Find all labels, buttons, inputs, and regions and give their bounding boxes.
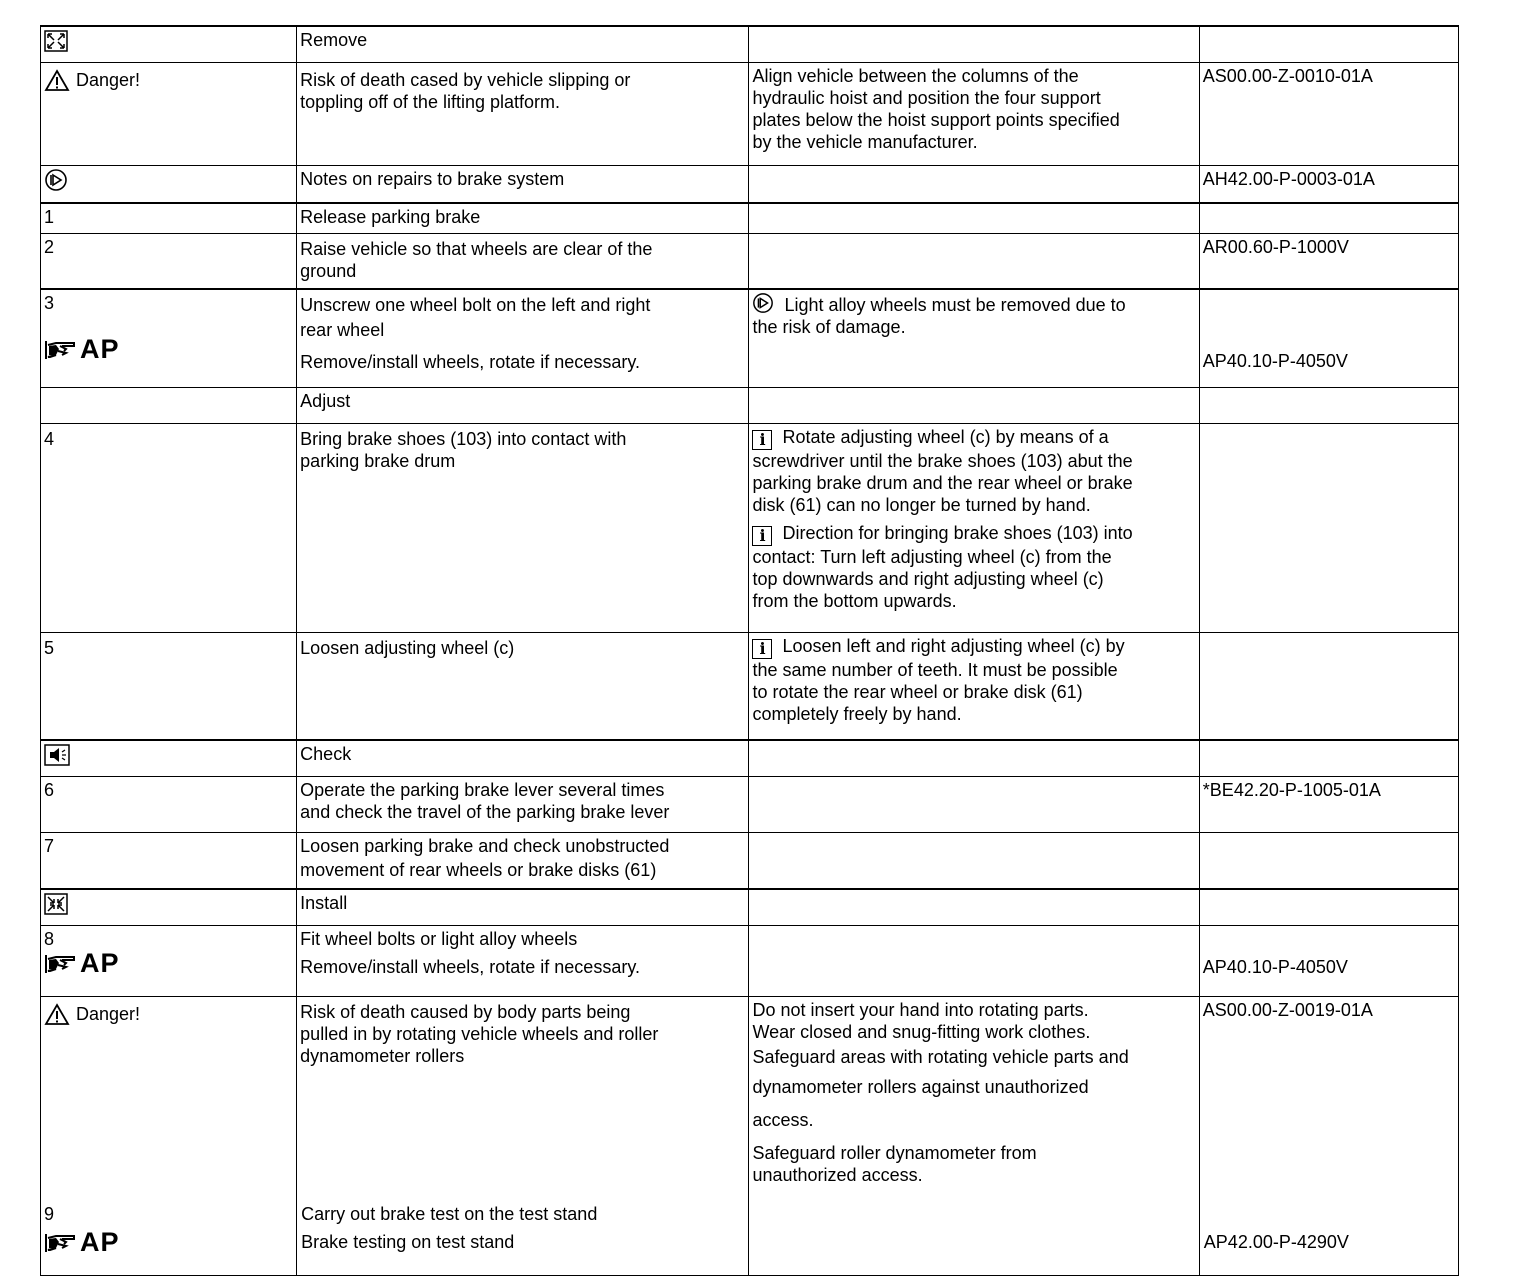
reference-cell [1199,889,1458,925]
table-row [41,203,1459,233]
reference-cell [1199,387,1458,423]
reference-cell [1199,289,1458,387]
reference-cell [1199,62,1458,165]
text-line: dynamometer rollers [300,1045,465,1066]
action-cell [297,233,749,289]
notes-cell [749,26,1199,62]
text-line: Brake testing on test stand [301,1231,515,1252]
reference-cell [1199,925,1458,996]
icon-cell [41,740,297,776]
step-cell [41,423,297,632]
step-cell [41,996,297,1275]
reference-cell [1199,832,1458,889]
reference-link[interactable]: *BE42.20-P-1005-01A [1202,779,1381,800]
action-cell [297,423,749,632]
text-line: Direction for bringing brake shoes (103) into [782,522,1133,543]
text-line: to rotate the rear wheel or brake disk (61) [752,681,1083,702]
step-cell [41,233,297,289]
reference-link[interactable]: AR00.60-P-1000V [1202,236,1349,257]
notes-cell [749,925,1199,996]
table-row [41,889,1459,925]
remove-arrows-icon [44,30,68,52]
text-line: Release parking brake [300,207,481,227]
action-cell [297,776,749,832]
reference-link[interactable]: AH42.00-P-0003-01A [1202,168,1375,189]
text-line: Remove/install wheels, rotate if necessary. [300,956,640,977]
text-line: movement of rear wheels or brake disks (61) [300,859,657,880]
notes-cell [749,387,1199,423]
warning-triangle-icon [44,1003,70,1026]
pointing-hand-icon [44,1230,78,1254]
info-icon: i [752,639,772,659]
action-cell [297,996,749,1275]
note-line [752,635,1195,659]
step-cell [41,925,297,996]
table-row [41,289,1459,387]
reference-cell [1199,740,1458,776]
step-number: 4 [44,428,55,449]
action-cell [297,62,749,165]
notes-cell [749,203,1199,233]
step-number: 8 [44,928,55,949]
install-arrows-icon [44,893,68,915]
action-cell [297,289,749,387]
text-line: by the vehicle manufacturer. [752,131,978,152]
text-line: hydraulic hoist and position the four support [752,87,1101,108]
section-heading: Adjust [300,390,351,411]
reference-cell [1199,26,1458,62]
text-line: access. [752,1109,814,1130]
notes-play-icon [44,168,68,192]
text-line: Light alloy wheels must be removed due to [784,295,1126,315]
text-line: Wear closed and snug-fitting work clothes. [752,1021,1091,1042]
table-row [41,423,1459,632]
text-line: disk (61) can no longer be turned by hand. [752,494,1091,515]
text-line: screwdriver until the brake shoes (103) abut the [752,450,1133,471]
text-line: Do not insert your hand into rotating parts. [752,999,1089,1020]
text-line: toppling off of the lifting platform. [300,91,560,112]
text-line: parking brake drum and the rear wheel or brake [752,472,1133,493]
text-line: Unscrew one wheel bolt on the left and right [300,295,651,315]
table-row [41,165,1459,203]
text-line: Loosen left and right adjusting wheel (c) by [782,635,1125,656]
ap-label: AP [80,1226,120,1257]
pointing-hand-icon [44,951,78,975]
icon-cell [41,889,297,925]
text-line: contact: Turn left adjusting wheel (c) from the [752,546,1112,567]
reference-cell [1199,203,1458,233]
note-line [752,292,1195,316]
section-heading: Check [300,744,352,764]
step-number: 9 [44,1203,55,1224]
text-line: Operate the parking brake lever several times [300,779,665,800]
step-cell [41,387,297,423]
text-line: Rotate adjusting wheel (c) by means of a [782,426,1109,447]
step-cell [41,832,297,889]
reference-cell [1199,233,1458,289]
reference-cell [1199,165,1458,203]
text-line: Risk of death caused by body parts being [300,1001,631,1022]
table-row [41,832,1459,889]
reference-link[interactable]: AP40.10-P-4050V [1202,351,1348,371]
step-cell [41,203,297,233]
text-line: Loosen adjusting wheel (c) [300,637,515,658]
text-line: completely freely by hand. [752,703,962,724]
step-number: 1 [44,207,55,227]
text-line: ground [300,260,357,281]
step-number: 2 [44,236,55,257]
notes-cell [749,889,1199,925]
notes-cell [749,165,1199,203]
step-number: 7 [44,835,55,856]
text-line: from the bottom upwards. [752,590,957,611]
text-line: and check the travel of the parking brake lever [300,801,670,822]
reference-cell [1199,423,1458,632]
step-cell [41,632,297,740]
reference-cell [1199,996,1458,1275]
reference-cell [1199,632,1458,740]
reference-link[interactable]: AS00.00-Z-0010-01A [1202,65,1373,86]
info-icon: i [752,430,772,450]
text-line: Notes on repairs to brake system [300,168,565,189]
notes-cell [749,233,1199,289]
notes-cell [749,423,1199,632]
procedure-table [40,25,1459,1276]
table-row [41,26,1459,62]
step-number: 5 [44,637,55,658]
table-row [41,233,1459,289]
table-row [41,996,1459,1275]
action-cell [297,387,749,423]
danger-label: Danger! [76,1003,141,1024]
action-cell [297,925,749,996]
ap-label: AP [80,334,120,364]
action-cell [297,740,749,776]
notes-cell [749,62,1199,165]
step-cell [41,289,297,387]
reference-link[interactable]: AS00.00-Z-0019-01A [1202,999,1373,1020]
notes-cell [749,832,1199,889]
note-line [752,426,1195,450]
icon-cell [41,165,297,203]
table-row [41,387,1459,423]
text-line: Loosen parking brake and check unobstructed [300,835,670,856]
text-line: Safeguard roller dynamometer from [752,1142,1037,1163]
action-cell [297,26,749,62]
ap-label: AP [80,947,120,978]
notes-cell [749,632,1199,740]
text-line: rear wheel [300,320,385,340]
text-line: the same number of teeth. It must be possible [752,659,1118,680]
text-line: pulled in by rotating vehicle wheels and roller [300,1023,659,1044]
icon-cell [41,62,297,165]
notes-cell [749,996,1199,1275]
text-line: Raise vehicle so that wheels are clear of the [300,238,653,259]
section-heading: Remove [300,30,368,50]
reference-link[interactable]: AP40.10-P-4050V [1202,956,1348,977]
text-line: Remove/install wheels, rotate if necessary. [300,352,640,372]
text-line: parking brake drum [300,450,456,471]
table-row [41,632,1459,740]
table-row [41,740,1459,776]
text-line: Align vehicle between the columns of the [752,65,1079,86]
section-heading: Install [300,893,348,913]
text-line: Safeguard areas with rotating vehicle parts and [752,1046,1129,1067]
step-number: 6 [44,779,55,800]
check-speaker-icon [44,744,70,766]
info-icon: i [752,526,772,546]
icon-cell [41,26,297,62]
text-line: plates below the hoist support points specified [752,109,1120,130]
text-line: unauthorized access. [752,1164,923,1185]
note-line [752,522,1195,546]
text-line: top downwards and right adjusting wheel (c) [752,568,1104,589]
table-row [41,925,1459,996]
notes-cell [749,289,1199,387]
action-cell [297,889,749,925]
step-cell [41,776,297,832]
text-line: Carry out brake test on the test stand [301,1203,598,1224]
table-row [41,62,1459,165]
text-line: dynamometer rollers against unauthorized [752,1076,1089,1097]
step-number: 3 [44,293,55,313]
warning-triangle-icon [44,69,70,92]
action-cell [297,632,749,740]
text-line: Bring brake shoes (103) into contact with [300,428,627,449]
action-cell [297,203,749,233]
reference-cell [1199,776,1458,832]
notes-cell [749,776,1199,832]
text-line: the risk of damage. [752,317,906,337]
text-line: Fit wheel bolts or light alloy wheels [300,928,578,949]
action-cell [297,832,749,889]
danger-label: Danger! [76,69,141,90]
text-line: Risk of death cased by vehicle slipping or [300,69,631,90]
notes-play-icon [752,292,774,314]
notes-cell [749,740,1199,776]
action-cell [297,165,749,203]
table-row [41,776,1459,832]
reference-link[interactable]: AP42.00-P-4290V [1203,1231,1349,1252]
pointing-hand-icon [44,337,78,361]
